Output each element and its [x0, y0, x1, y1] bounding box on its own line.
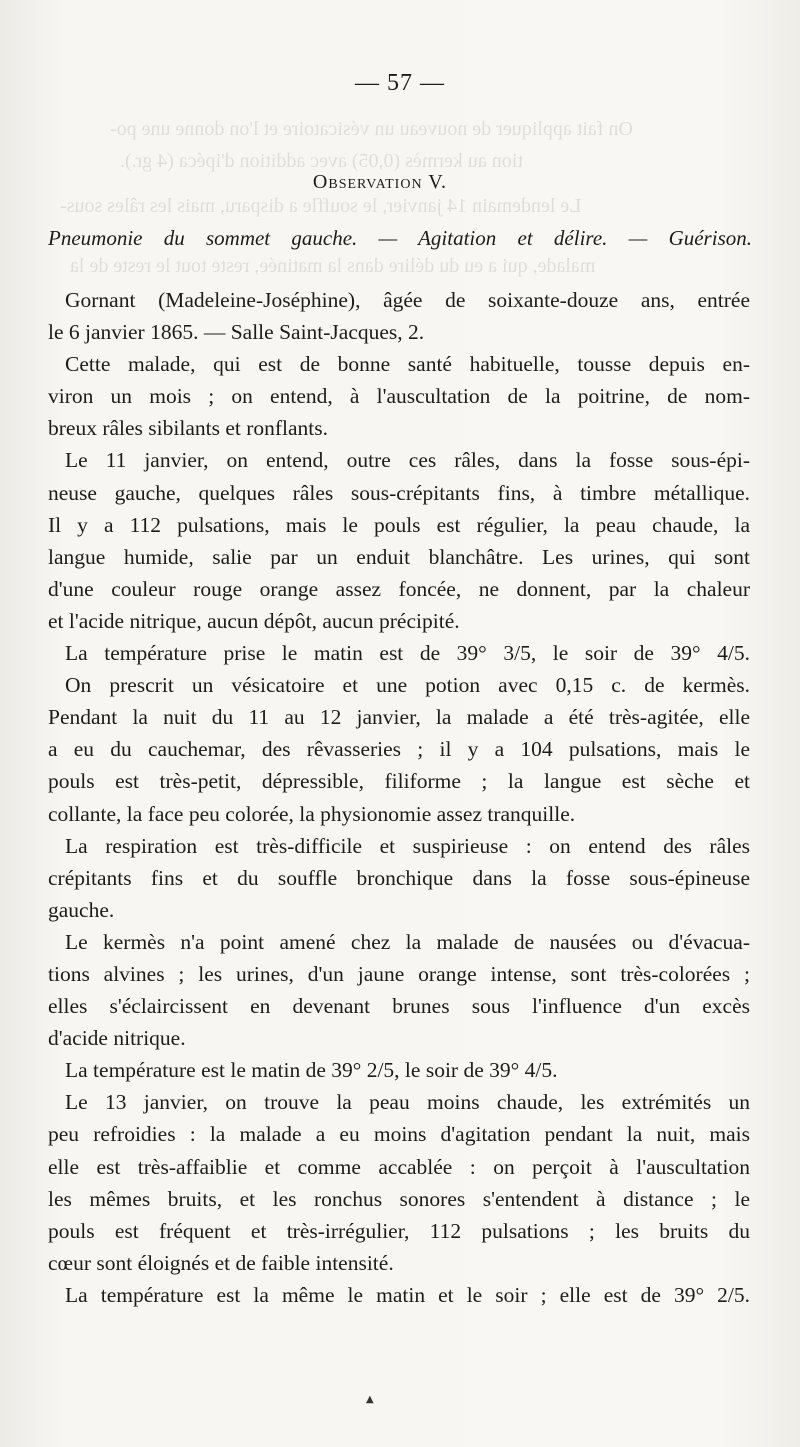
bleed-through-text: On fait appliquer de nouveau un vésicatoire et l'on donne une po-: [110, 118, 633, 140]
text-line: le 6 janvier 1865. — Salle Saint-Jacques, 2.: [48, 320, 425, 345]
bleed-through-text: Le lendemain 14 janvier, le souffle a disparu, mais les râles sous-: [60, 195, 582, 217]
observation-subtitle: Pneumonie du sommet gauche. — Agitation et délire. — Guérison.: [48, 226, 752, 250]
text-line: crépitants fins et du souffle bronchique dans la fosse sous-épineuse: [48, 865, 750, 890]
text-line: cœur sont éloignés et de faible intensité.: [48, 1250, 394, 1275]
text-line: La température prise le matin est de 39° 3/5, le soir de 39° 4/5.: [65, 641, 750, 666]
text-line: tions alvines ; les urines, d'un jaune orange intense, sont très-colorées ;: [48, 961, 750, 986]
text-line: elles s'éclaircissent en devenant brunes sous l'influence d'un excès: [48, 994, 750, 1019]
text-line: a eu du cauchemar, des rêvasseries ; il y a 104 pulsations, mais le: [48, 737, 750, 762]
text-line: Pendant la nuit du 11 au 12 janvier, la malade a été très-agitée, elle: [48, 705, 750, 730]
text-line: Gornant (Madeleine-Joséphine), âgée de soixante-douze ans, entrée: [65, 288, 750, 312]
observation-title: Observation V.: [312, 171, 448, 193]
text-line: Le 11 janvier, on entend, outre ces râles, dans la fosse sous-épi-: [65, 448, 750, 473]
text-line: gauche.: [48, 897, 115, 922]
text-line: La température est la même le matin et le soir ; elle est de 39° 2/5.: [65, 1282, 750, 1307]
body-text: [48, 284, 750, 1311]
text-line: peu refroidies : la malade a eu moins d'agitation pendant la nuit, mais: [48, 1122, 750, 1147]
text-line: neuse gauche, quelques râles sous-crépitants fins, à timbre métallique.: [48, 480, 750, 505]
text-line: pouls est très-petit, dépressible, filiforme ; la langue est sèche et: [48, 769, 750, 794]
text-line: viron un mois ; on entend, à l'auscultation de la poitrine, de nom-: [48, 384, 750, 409]
text-line: La température est le matin de 39° 2/5, le soir de 39° 4/5.: [65, 1058, 558, 1083]
text-line: langue humide, salie par un enduit blanchâtre. Les urines, qui sont: [48, 544, 750, 569]
text-line: pouls est fréquent et très-irrégulier, 112 pulsations ; les bruits du: [48, 1218, 750, 1243]
text-line: Le kermès n'a point amené chez la malade de nausées ou d'évacua-: [65, 929, 750, 954]
text-line: Cette malade, qui est de bonne santé habituelle, tousse depuis en-: [65, 352, 750, 377]
page-number: — 57 —: [355, 70, 445, 96]
printer-mark-icon: ▲: [366, 1394, 374, 1405]
text-line: Le 13 janvier, on trouve la peau moins chaude, les extrémités un: [65, 1090, 750, 1115]
bleed-through-text: tion au kermès (0,05) avec addition d'ipéca (4 gr.).: [120, 150, 523, 172]
text-line: On prescrit un vésicatoire et une potion avec 0,15 c. de kermès.: [65, 673, 750, 698]
text-line: elle est très-affaiblie et comme accablée : on perçoit à l'auscultation: [48, 1154, 750, 1179]
text-line: breux râles sibilants et ronflants.: [48, 416, 329, 441]
text-line: d'une couleur rouge orange assez foncée, ne donnent, par la chaleur: [48, 576, 750, 601]
text-line: collante, la face peu colorée, la physionomie assez tranquille.: [48, 801, 576, 826]
bleed-through-text: malade, qui a eu du délire dans la matinée, reste tout le reste de la: [70, 255, 596, 277]
text-line: La respiration est très-difficile et suspirieuse : on entend des râles: [65, 833, 750, 858]
text-line: et l'acide nitrique, aucun dépôt, aucun précipité.: [48, 608, 460, 633]
text-line: Il y a 112 pulsations, mais le pouls est régulier, la peau chaude, la: [48, 512, 750, 537]
text-line: les mêmes bruits, et les ronchus sonores s'entendent à distance ; le: [48, 1186, 750, 1211]
text-line: d'acide nitrique.: [48, 1026, 186, 1051]
